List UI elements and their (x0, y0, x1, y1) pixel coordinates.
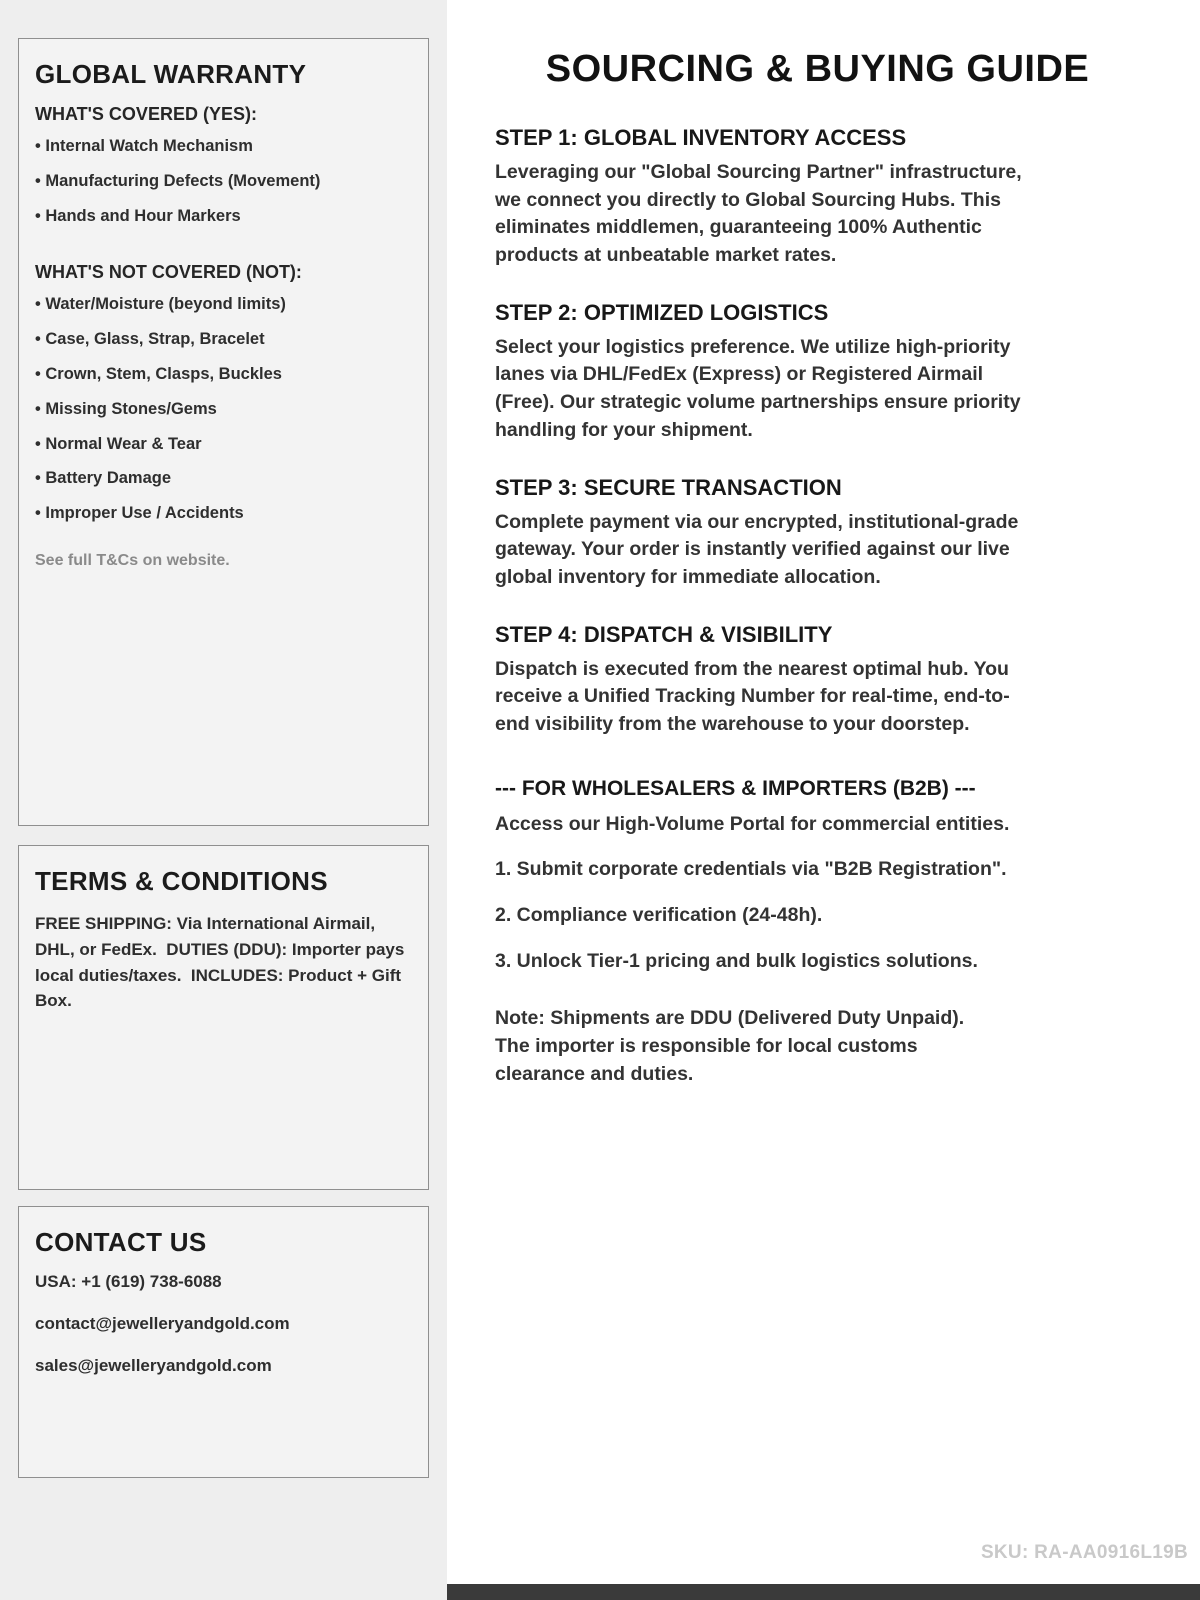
step-section (495, 622, 1140, 739)
step-body: Leveraging our "Global Sourcing Partner" infrastructure, we connect you directly to Global Sourcing Hubs. This eliminates middlemen, guaranteeing 100% Authentic products at unbeatable market rates. (495, 161, 1022, 267)
contact-line: USA: +1 (619) 738-6088 (35, 1272, 222, 1291)
step-heading: STEP 1: GLOBAL INVENTORY ACCESS (495, 125, 907, 150)
sidebar (0, 0, 447, 1600)
terms-title: TERMS & CONDITIONS (35, 866, 328, 896)
warranty-not-covered-item: • Missing Stones/Gems (35, 400, 412, 420)
step-section (495, 300, 1140, 445)
step-heading: STEP 3: SECURE TRANSACTION (495, 474, 842, 500)
step-body: Select your logistics preference. We utilize high-priority lanes via DHL/FedEx (Express) or Registered Airmail (Free). Our strategic volume partnerships ensure priority handling for your shipment. (495, 335, 1021, 441)
b2b-step: 2. Compliance verification (24-48h). (495, 904, 823, 926)
warranty-not-covered-item: • Crown, Stem, Clasps, Buckles (35, 365, 412, 385)
b2b-intro: Access our High-Volume Portal for commercial entities. (495, 812, 1010, 835)
b2b-heading: --- FOR WHOLESALERS & IMPORTERS (B2B) --- (495, 776, 976, 800)
warranty-not-covered-title: WHAT'S NOT COVERED (NOT): (35, 262, 302, 283)
page-title: SOURCING & BUYING GUIDE (545, 48, 1090, 90)
step-heading: STEP 2: OPTIMIZED LOGISTICS (495, 299, 829, 325)
warranty-title: GLOBAL WARRANTY (35, 59, 307, 89)
step-body: Dispatch is executed from the nearest optimal hub. You receive a Unified Tracking Number for real-time, end-to-end visibility from the warehouse to your doorstep. (495, 657, 1010, 735)
contact-line: contact@jewelleryandgold.com (35, 1314, 290, 1333)
footer-bar (447, 1584, 1200, 1600)
b2b-note: Note: Shipments are DDU (Delivered Duty Unpaid). The importer is responsible for local customs clearance and duties. (495, 1007, 965, 1085)
step-sections (495, 125, 1140, 739)
warranty-not-covered-item: • Water/Moisture (beyond limits) (35, 295, 412, 315)
warranty-not-covered-list (35, 295, 412, 524)
step-section (495, 125, 1140, 270)
contact-box (18, 1206, 429, 1478)
contact-lines (35, 1272, 412, 1376)
warranty-not-covered-item: • Improper Use / Accidents (35, 504, 412, 524)
sku-label: SKU: RA-AA0916L19B (980, 1542, 1188, 1563)
b2b-step: 3. Unlock Tier-1 pricing and bulk logistics solutions. (495, 949, 978, 972)
terms-box (18, 845, 429, 1190)
warranty-not-covered-item: • Battery Damage (35, 469, 412, 489)
terms-body: FREE SHIPPING: Via International Airmail, DHL, or FedEx. DUTIES (DDU): Importer pays local duties/taxes. INCLUDES: Product + Gift Box. (35, 914, 410, 1011)
contact-title: CONTACT US (35, 1227, 207, 1257)
warranty-covered-title: WHAT'S COVERED (YES): (35, 104, 257, 124)
b2b-step: 1. Submit corporate credentials via "B2B Registration". (495, 858, 1007, 881)
step-section (495, 475, 1140, 592)
main-content (447, 0, 1200, 1600)
step-body: Complete payment via our encrypted, institutional-grade gateway. Your order is instantly verified against our live global inventory for immediate allocation. (495, 510, 1019, 588)
warranty-not-covered-item: • Normal Wear & Tear (35, 435, 412, 455)
warranty-covered-item: • Hands and Hour Markers (35, 207, 412, 227)
warranty-footnote: See full T&Cs on website. (35, 551, 230, 569)
step-heading: STEP 4: DISPATCH & VISIBILITY (495, 621, 833, 647)
warranty-covered-list (35, 137, 412, 226)
warranty-box (18, 38, 429, 826)
warranty-covered-item: • Internal Watch Mechanism (35, 137, 412, 157)
warranty-covered-item: • Manufacturing Defects (Movement) (35, 172, 412, 192)
b2b-steps (495, 856, 1140, 975)
warranty-not-covered-item: • Case, Glass, Strap, Bracelet (35, 330, 412, 350)
contact-line: sales@jewelleryandgold.com (35, 1356, 272, 1375)
